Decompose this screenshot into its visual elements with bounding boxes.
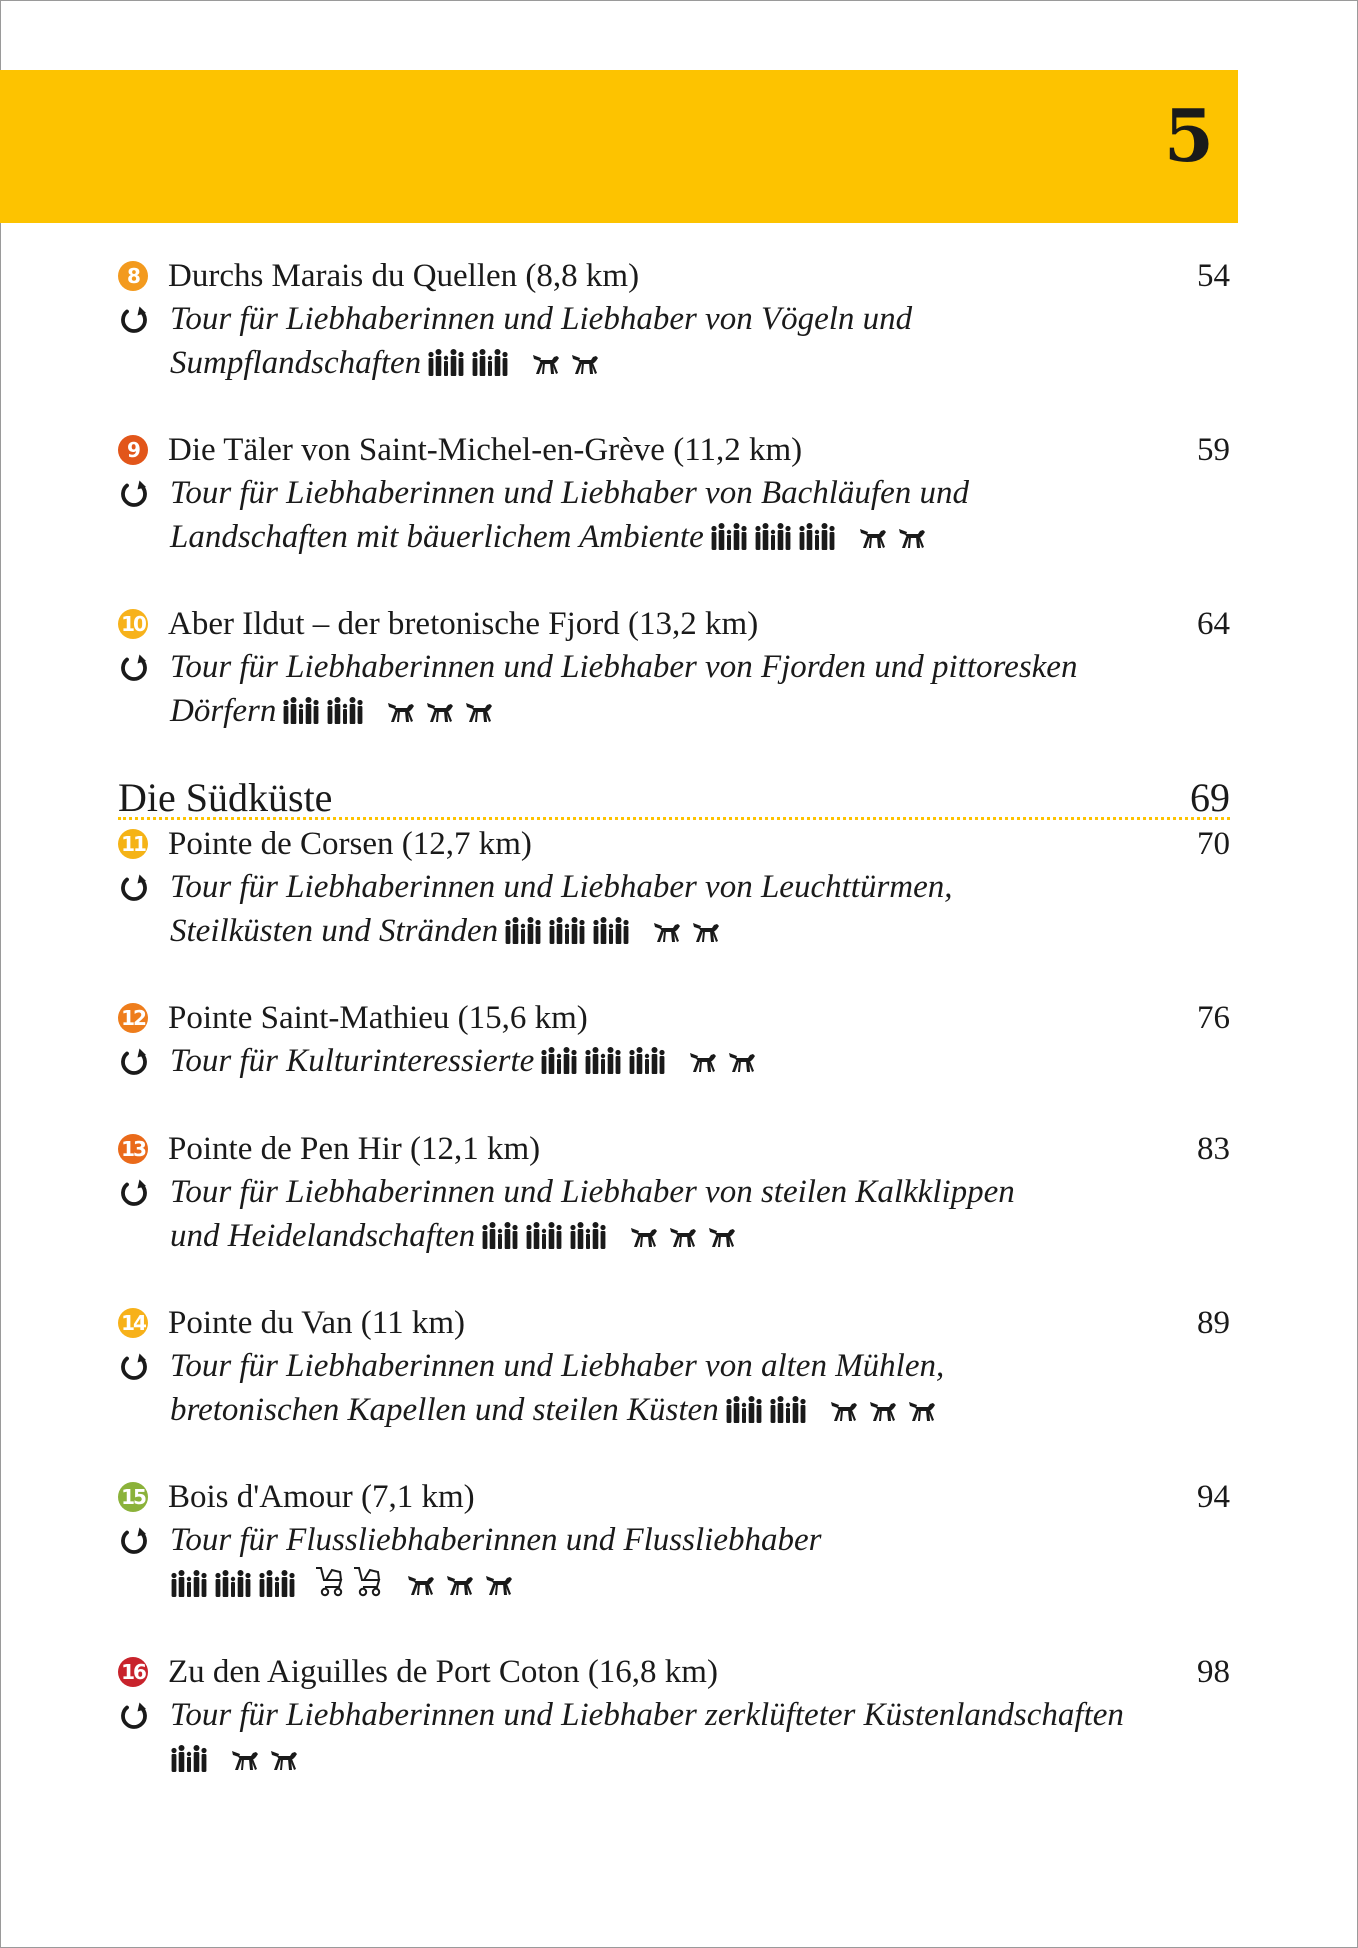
tour-page-number[interactable]: 89 xyxy=(1197,1305,1230,1341)
dog-icon xyxy=(424,700,454,724)
difficulty-icons xyxy=(164,1565,513,1610)
tour-description xyxy=(170,646,1190,736)
description-line xyxy=(170,646,1190,690)
round-trip-arrow-icon xyxy=(119,1352,149,1382)
description-line xyxy=(170,910,1190,957)
section-page-number: 69 xyxy=(1190,775,1230,820)
dog-icon xyxy=(651,920,681,944)
family-icon xyxy=(427,348,465,376)
dog-icon xyxy=(268,1748,298,1772)
description-line xyxy=(170,298,1190,342)
family-icon xyxy=(592,916,630,944)
tour-number-badge: 10 xyxy=(118,609,148,639)
dog-icon xyxy=(483,1573,513,1597)
round-trip-arrow-icon xyxy=(119,479,149,509)
tour-page-number[interactable]: 98 xyxy=(1197,1654,1230,1690)
difficulty-icons xyxy=(276,693,493,737)
dog-icon xyxy=(857,526,887,550)
dog-icon xyxy=(906,1399,936,1423)
description-line xyxy=(170,1519,1190,1563)
family-icon xyxy=(628,1046,666,1074)
family-icon xyxy=(326,696,364,724)
tour-page-number[interactable]: 83 xyxy=(1197,1131,1230,1167)
description-text: Tour für Kulturinteressierte xyxy=(170,1043,535,1079)
family-icon xyxy=(754,522,792,550)
description-text: Tour für Liebhaberinnen und Liebhaber von Fjorden und pittoresken xyxy=(170,649,1078,685)
description-text: Steilküsten und Stränden xyxy=(170,912,499,949)
dog-icon xyxy=(405,1573,435,1597)
round-trip-icon xyxy=(119,1701,149,1731)
tour-number-badge: 8 xyxy=(118,261,148,291)
family-icon xyxy=(569,1221,607,1249)
tour-description xyxy=(170,472,1190,562)
page-number: 5 xyxy=(1163,93,1214,178)
description-line xyxy=(170,1215,1190,1262)
description-text: Tour für Flussliebhaberinnen und Flussliebhaber xyxy=(170,1522,822,1558)
description-text: und Heidelandschaften xyxy=(170,1217,476,1254)
family-icon xyxy=(258,1569,296,1597)
description-text: bretonischen Kapellen und steilen Küsten xyxy=(170,1391,719,1428)
tour-page-number[interactable]: 59 xyxy=(1197,432,1230,468)
tour-title[interactable]: Pointe du Van (11 km) xyxy=(168,1305,465,1341)
description-text: Sumpflandschaften xyxy=(170,344,422,381)
tour-page-number[interactable]: 64 xyxy=(1197,606,1230,642)
family-icon xyxy=(282,696,320,724)
dog-icon xyxy=(690,920,720,944)
family-icon xyxy=(540,1046,578,1074)
difficulty-icons xyxy=(704,519,926,563)
description-text: Tour für Liebhaberinnen und Liebhaber von Vögeln und xyxy=(170,301,913,337)
tour-page-number[interactable]: 54 xyxy=(1197,258,1230,294)
tour-title[interactable]: Die Täler von Saint-Michel-en-Grève (11,2 km) xyxy=(168,432,803,468)
tour-title[interactable]: Aber Ildut – der bretonische Fjord (13,2 km) xyxy=(168,606,759,642)
description-line xyxy=(170,1694,1190,1738)
tour-title[interactable]: Bois d'Amour (7,1 km) xyxy=(168,1479,475,1515)
description-text: Landschaften mit bäuerlichem Ambiente xyxy=(170,518,704,555)
round-trip-arrow-icon xyxy=(119,305,149,335)
dog-icon xyxy=(530,352,560,376)
family-icon xyxy=(769,1395,807,1423)
round-trip-icon xyxy=(119,1526,149,1556)
tour-description xyxy=(170,1040,1190,1087)
description-line xyxy=(170,1040,1190,1087)
description-text: Tour für Liebhaberinnen und Liebhaber von Leuchttürmen, xyxy=(170,869,953,905)
description-line xyxy=(170,1389,1190,1436)
dog-icon xyxy=(385,700,415,724)
difficulty-icons xyxy=(719,1392,936,1436)
dog-icon xyxy=(229,1748,259,1772)
dog-icon xyxy=(867,1399,897,1423)
difficulty-icons xyxy=(534,1043,756,1087)
round-trip-icon xyxy=(119,1178,149,1208)
tour-number-badge: 12 xyxy=(118,1003,148,1033)
description-text: Tour für Liebhaberinnen und Liebhaber zerklüfteter Küstenlandschaften xyxy=(170,1697,1124,1733)
dog-icon xyxy=(463,700,493,724)
tour-page-number[interactable]: 94 xyxy=(1197,1479,1230,1515)
family-icon xyxy=(170,1744,208,1772)
difficulty-icons xyxy=(164,1741,298,1785)
dog-icon xyxy=(726,1050,756,1074)
tour-description xyxy=(170,1171,1190,1261)
difficulty-icons xyxy=(498,913,720,957)
description-text: Tour für Liebhaberinnen und Liebhaber von Bachläufen und xyxy=(170,475,969,511)
family-icon xyxy=(504,916,542,944)
dog-icon xyxy=(706,1225,736,1249)
family-icon xyxy=(725,1395,763,1423)
tour-title[interactable]: Pointe de Pen Hir (12,1 km) xyxy=(168,1131,541,1167)
tour-number-badge: 13 xyxy=(118,1134,148,1164)
round-trip-arrow-icon xyxy=(119,1701,149,1731)
stroller-icon xyxy=(350,1565,384,1597)
description-line xyxy=(170,866,1190,910)
description-line xyxy=(170,1171,1190,1215)
section-dotted-rule xyxy=(118,817,1230,820)
round-trip-arrow-icon xyxy=(119,873,149,903)
description-line xyxy=(170,342,1190,389)
family-icon xyxy=(214,1569,252,1597)
tour-title[interactable]: Zu den Aiguilles de Port Coton (16,8 km) xyxy=(168,1654,718,1690)
description-line xyxy=(170,472,1190,516)
tour-description xyxy=(170,1519,1190,1609)
difficulty-icons xyxy=(421,345,599,389)
tour-page-number[interactable]: 76 xyxy=(1197,1000,1230,1036)
tour-number-badge: 15 xyxy=(118,1482,148,1512)
round-trip-icon xyxy=(119,873,149,903)
header-band xyxy=(0,70,1238,223)
tour-number-badge: 11 xyxy=(118,829,148,859)
tour-description xyxy=(170,298,1190,388)
round-trip-arrow-icon xyxy=(119,1526,149,1556)
round-trip-icon xyxy=(119,479,149,509)
tour-number-badge: 9 xyxy=(118,435,148,465)
dog-icon xyxy=(444,1573,474,1597)
family-icon xyxy=(471,348,509,376)
description-text: Tour für Liebhaberinnen und Liebhaber von steilen Kalkklippen xyxy=(170,1174,1015,1210)
family-icon xyxy=(710,522,748,550)
family-icon xyxy=(548,916,586,944)
round-trip-arrow-icon xyxy=(119,653,149,683)
family-icon xyxy=(584,1046,622,1074)
difficulty-icons xyxy=(475,1218,736,1262)
tour-title[interactable]: Durchs Marais du Quellen (8,8 km) xyxy=(168,258,640,294)
description-line xyxy=(170,1563,1190,1610)
round-trip-icon xyxy=(119,1047,149,1077)
round-trip-icon xyxy=(119,1352,149,1382)
tour-number-badge: 14 xyxy=(118,1308,148,1338)
dog-icon xyxy=(828,1399,858,1423)
dog-icon xyxy=(628,1225,658,1249)
tour-description xyxy=(170,866,1190,956)
description-line xyxy=(170,516,1190,563)
dog-icon xyxy=(667,1225,697,1249)
round-trip-arrow-icon xyxy=(119,1178,149,1208)
tour-description xyxy=(170,1694,1190,1784)
stroller-icon xyxy=(312,1565,346,1597)
description-line xyxy=(170,1345,1190,1389)
dog-icon xyxy=(569,352,599,376)
description-line xyxy=(170,690,1190,737)
family-icon xyxy=(798,522,836,550)
tour-title[interactable]: Pointe de Corsen (12,7 km) xyxy=(168,826,532,862)
family-icon xyxy=(525,1221,563,1249)
description-text: Dörfern xyxy=(170,692,277,729)
description-line xyxy=(170,1738,1190,1785)
round-trip-icon xyxy=(119,305,149,335)
dog-icon xyxy=(687,1050,717,1074)
round-trip-icon xyxy=(119,653,149,683)
tour-number-badge: 16 xyxy=(118,1657,148,1687)
round-trip-arrow-icon xyxy=(119,1047,149,1077)
tour-title[interactable]: Pointe Saint-Mathieu (15,6 km) xyxy=(168,1000,588,1036)
tour-description xyxy=(170,1345,1190,1435)
tour-page-number[interactable]: 70 xyxy=(1197,826,1230,862)
description-text: Tour für Liebhaberinnen und Liebhaber von alten Mühlen, xyxy=(170,1348,945,1384)
family-icon xyxy=(481,1221,519,1249)
section-title: Die Südküste xyxy=(118,775,333,820)
dog-icon xyxy=(896,526,926,550)
family-icon xyxy=(170,1569,208,1597)
